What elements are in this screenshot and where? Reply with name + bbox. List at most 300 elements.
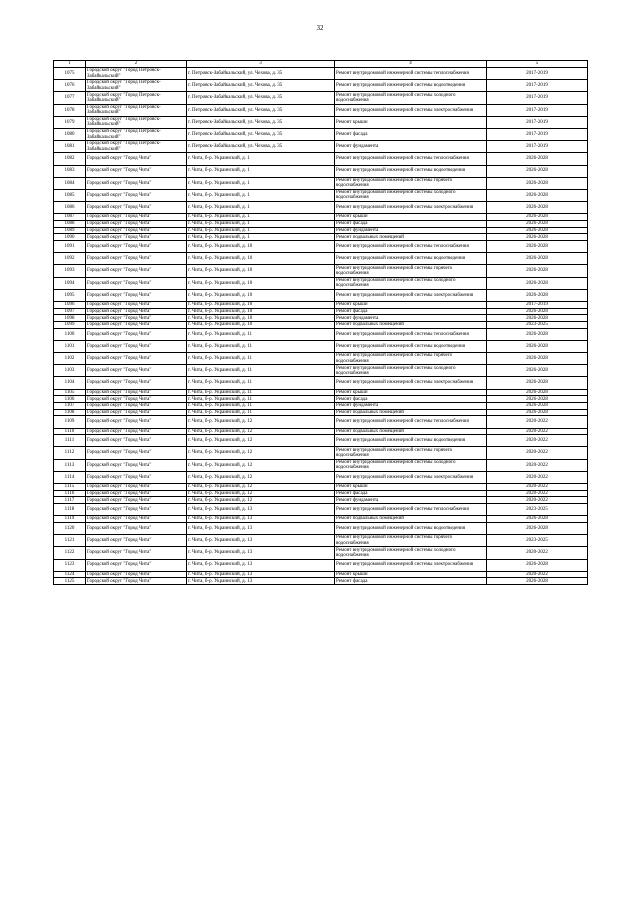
- address-cell: г. Чита, б-р. Украинский, д. 11: [187, 365, 335, 377]
- address-cell: г. Чита, б-р. Украинский, д. 12: [187, 490, 335, 497]
- municipality-cell: Городской округ "Город Чита": [86, 490, 187, 497]
- address-cell: г. Чита, б-р. Украинский, д. 12: [187, 435, 335, 447]
- table-row: [54, 165, 588, 177]
- municipality-cell: Городской округ "Город Чита": [86, 353, 187, 365]
- municipality-cell: Городской округ "Город Чита": [86, 535, 187, 547]
- work-type-cell: Ремонт внутридомовой инженерной системы теплоснабжения: [335, 504, 487, 516]
- work-type-cell: Ремонт крыши: [335, 389, 487, 396]
- row-number-cell: 1088: [54, 220, 86, 227]
- municipality-cell: Городской округ "Город Чита": [86, 253, 187, 265]
- period-cell: 2017-2019: [487, 116, 588, 128]
- row-number-cell: 1081: [54, 141, 86, 153]
- row-number-cell: 1101: [54, 340, 86, 352]
- work-type-cell: Ремонт внутридомовой инженерной системы горячего водоснабжения: [335, 535, 487, 547]
- work-type-cell: Ремонт фасада: [335, 128, 487, 140]
- address-cell: г. Чита, б-р. Украинский, д. 1: [187, 165, 335, 177]
- municipality-cell: Городской округ "Город Чита": [86, 301, 187, 308]
- table-row: [54, 365, 588, 377]
- row-number-cell: 1114: [54, 471, 86, 483]
- address-cell: г. Петровск-Забайкальский, ул. Чехова, д. 35: [187, 116, 335, 128]
- period-cell: 2026-2028: [487, 234, 588, 241]
- address-cell: г. Чита, б-р. Украинский, д. 13: [187, 516, 335, 523]
- address-cell: г. Чита, б-р. Украинский, д. 11: [187, 340, 335, 352]
- municipality-cell: Городской округ "Город Чита": [86, 377, 187, 389]
- period-cell: 2020-2022: [487, 459, 588, 471]
- work-type-cell: Ремонт внутридомовой инженерной системы теплоснабжения: [335, 241, 487, 253]
- period-cell: 2026-2028: [487, 516, 588, 523]
- table-row: [54, 241, 588, 253]
- column-header: 1: [54, 61, 86, 68]
- municipality-cell: Городской округ "Город Чита": [86, 447, 187, 459]
- period-cell: 2026-2028: [487, 189, 588, 201]
- page-number: 32: [316, 24, 324, 32]
- municipality-cell: Городской округ "Город Чита": [86, 403, 187, 410]
- work-type-cell: Ремонт подвальных помещений: [335, 516, 487, 523]
- period-cell: 2020-2022: [487, 571, 588, 578]
- period-cell: 2026-2028: [487, 308, 588, 315]
- work-type-cell: Ремонт внутридомовой инженерной системы горячего водоснабжения: [335, 353, 487, 365]
- period-cell: 2017-2019: [487, 68, 588, 80]
- municipality-cell: Городской округ "Город Чита": [86, 308, 187, 315]
- period-cell: 2026-2028: [487, 202, 588, 214]
- address-cell: г. Чита, б-р. Украинский, д. 1: [187, 227, 335, 234]
- municipality-cell: Городской округ "Город Чита": [86, 484, 187, 491]
- table-row: [54, 353, 588, 365]
- table-row: [54, 202, 588, 214]
- municipality-cell: Городской округ "Город Чита": [86, 559, 187, 571]
- work-type-cell: Ремонт внутридомовой инженерной системы электроснабжения: [335, 559, 487, 571]
- work-type-cell: Ремонт внутридомовой инженерной системы горячего водоснабжения: [335, 177, 487, 189]
- work-type-cell: Ремонт внутридомовой инженерной системы теплоснабжения: [335, 68, 487, 80]
- address-cell: г. Чита, б-р. Украинский, д. 1: [187, 214, 335, 221]
- municipality-cell: Городской округ "Город Чита": [86, 177, 187, 189]
- work-type-cell: Ремонт внутридомовой инженерной системы горячего водоснабжения: [335, 447, 487, 459]
- table-row: [54, 396, 588, 403]
- address-cell: г. Чита, б-р. Украинский, д. 11: [187, 353, 335, 365]
- work-type-cell: Ремонт внутридомовой инженерной системы электроснабжения: [335, 377, 487, 389]
- work-type-cell: Ремонт внутридомовой инженерной системы холодного водоснабжения: [335, 459, 487, 471]
- table-body: [54, 61, 588, 585]
- table-row: [54, 571, 588, 578]
- period-cell: 2026-2028: [487, 328, 588, 340]
- period-cell: 2026-2028: [487, 153, 588, 165]
- row-number-cell: 1096: [54, 301, 86, 308]
- row-number-cell: 1080: [54, 128, 86, 140]
- period-cell: 2026-2028: [487, 353, 588, 365]
- address-cell: г. Петровск-Забайкальский, ул. Чехова, д. 35: [187, 92, 335, 104]
- row-number-cell: 1089: [54, 227, 86, 234]
- work-type-cell: Ремонт фасада: [335, 396, 487, 403]
- address-cell: г. Чита, б-р. Украинский, д. 10: [187, 322, 335, 329]
- table-row: [54, 301, 588, 308]
- row-number-cell: 1113: [54, 459, 86, 471]
- period-cell: 2017-2019: [487, 104, 588, 116]
- period-cell: 2023-2025: [487, 322, 588, 329]
- work-type-cell: Ремонт внутридомовой инженерной системы холодного водоснабжения: [335, 189, 487, 201]
- address-cell: г. Чита, б-р. Украинский, д. 12: [187, 471, 335, 483]
- repair-schedule-table: [53, 60, 588, 585]
- address-cell: г. Чита, б-р. Украинский, д. 1: [187, 202, 335, 214]
- row-number-cell: 1112: [54, 447, 86, 459]
- work-type-cell: Ремонт фундамента: [335, 403, 487, 410]
- period-cell: 2026-2028: [487, 265, 588, 277]
- table-row: [54, 377, 588, 389]
- municipality-cell: Городской округ "Город Петровск-Забайкальский": [86, 116, 187, 128]
- work-type-cell: Ремонт фасада: [335, 220, 487, 227]
- period-cell: 2026-2028: [487, 214, 588, 221]
- municipality-cell: Городской округ "Город Петровск-Забайкальский": [86, 80, 187, 92]
- work-type-cell: Ремонт внутридомовой инженерной системы теплоснабжения: [335, 153, 487, 165]
- municipality-cell: Городской округ "Город Чита": [86, 220, 187, 227]
- address-cell: г. Петровск-Забайкальский, ул. Чехова, д. 35: [187, 104, 335, 116]
- period-cell: 2020-2022: [487, 490, 588, 497]
- row-number-cell: 1120: [54, 522, 86, 534]
- row-number-cell: 1097: [54, 308, 86, 315]
- address-cell: г. Петровск-Забайкальский, ул. Чехова, д. 35: [187, 141, 335, 153]
- period-cell: 2020-2022: [487, 497, 588, 504]
- municipality-cell: Городской округ "Город Чита": [86, 328, 187, 340]
- municipality-cell: Городской округ "Город Чита": [86, 547, 187, 559]
- row-number-cell: 1108: [54, 409, 86, 416]
- table-row: [54, 497, 588, 504]
- row-number-cell: 1093: [54, 265, 86, 277]
- row-number-cell: 1125: [54, 578, 86, 585]
- row-number-cell: 1116: [54, 490, 86, 497]
- work-type-cell: Ремонт фундамента: [335, 141, 487, 153]
- row-number-cell: 1124: [54, 571, 86, 578]
- municipality-cell: Городской округ "Город Чита": [86, 497, 187, 504]
- municipality-cell: Городской округ "Город Чита": [86, 265, 187, 277]
- work-type-cell: Ремонт крыши: [335, 571, 487, 578]
- period-cell: 2020-2022: [487, 547, 588, 559]
- table-row: [54, 104, 588, 116]
- work-type-cell: Ремонт внутридомовой инженерной системы холодного водоснабжения: [335, 547, 487, 559]
- municipality-cell: Городской округ "Город Чита": [86, 214, 187, 221]
- address-cell: г. Чита, б-р. Украинский, д. 10: [187, 253, 335, 265]
- work-type-cell: Ремонт фундамента: [335, 497, 487, 504]
- period-cell: 2020-2022: [487, 428, 588, 435]
- address-cell: г. Петровск-Забайкальский, ул. Чехова, д. 35: [187, 68, 335, 80]
- municipality-cell: Городской округ "Город Чита": [86, 277, 187, 289]
- work-type-cell: Ремонт крыши: [335, 116, 487, 128]
- work-type-cell: Ремонт фундамента: [335, 315, 487, 322]
- period-cell: 2026-2028: [487, 403, 588, 410]
- row-number-cell: 1083: [54, 165, 86, 177]
- work-type-cell: Ремонт внутридомовой инженерной системы холодного водоснабжения: [335, 277, 487, 289]
- row-number-cell: 1082: [54, 153, 86, 165]
- municipality-cell: Городской округ "Город Чита": [86, 504, 187, 516]
- work-type-cell: Ремонт крыши: [335, 214, 487, 221]
- work-type-cell: Ремонт внутридомовой инженерной системы теплоснабжения: [335, 328, 487, 340]
- table-row: [54, 435, 588, 447]
- period-cell: 2017-2019: [487, 92, 588, 104]
- period-cell: 2020-2022: [487, 447, 588, 459]
- row-number-cell: 1121: [54, 535, 86, 547]
- period-cell: 2020-2022: [487, 484, 588, 491]
- address-cell: г. Чита, б-р. Украинский, д. 1: [187, 153, 335, 165]
- period-cell: 2026-2028: [487, 253, 588, 265]
- municipality-cell: Городской округ "Город Чита": [86, 522, 187, 534]
- municipality-cell: Городской округ "Город Петровск-Забайкальский": [86, 104, 187, 116]
- address-cell: г. Чита, б-р. Украинский, д. 1: [187, 189, 335, 201]
- row-number-cell: 1086: [54, 202, 86, 214]
- work-type-cell: Ремонт внутридомовой инженерной системы теплоснабжения: [335, 416, 487, 428]
- municipality-cell: Городской округ "Город Чита": [86, 471, 187, 483]
- table-row: [54, 389, 588, 396]
- address-cell: г. Чита, б-р. Украинский, д. 12: [187, 484, 335, 491]
- address-cell: г. Чита, б-р. Украинский, д. 10: [187, 308, 335, 315]
- work-type-cell: Ремонт крыши: [335, 301, 487, 308]
- work-type-cell: Ремонт внутридомовой инженерной системы водоотведения: [335, 165, 487, 177]
- table-row: [54, 559, 588, 571]
- row-number-cell: 1087: [54, 214, 86, 221]
- row-number-cell: 1077: [54, 92, 86, 104]
- work-type-cell: Ремонт фасада: [335, 578, 487, 585]
- work-type-cell: Ремонт фасада: [335, 308, 487, 315]
- table-row: [54, 490, 588, 497]
- table-row: [54, 80, 588, 92]
- column-header: 5: [487, 61, 588, 68]
- municipality-cell: Городской округ "Город Чита": [86, 153, 187, 165]
- work-type-cell: Ремонт внутридомовой инженерной системы водоотведения: [335, 435, 487, 447]
- municipality-cell: Городской округ "Город Чита": [86, 202, 187, 214]
- table-row: [54, 289, 588, 301]
- period-cell: 2020-2022: [487, 471, 588, 483]
- work-type-cell: Ремонт внутридомовой инженерной системы холодного водоснабжения: [335, 365, 487, 377]
- table-row: [54, 253, 588, 265]
- table-row: [54, 315, 588, 322]
- work-type-cell: Ремонт внутридомовой инженерной системы холодного водоснабжения: [335, 92, 487, 104]
- municipality-cell: Городской округ "Город Чита": [86, 365, 187, 377]
- row-number-cell: 1075: [54, 68, 86, 80]
- municipality-cell: Городской округ "Город Чита": [86, 227, 187, 234]
- municipality-cell: Городской округ "Город Чита": [86, 389, 187, 396]
- work-type-cell: Ремонт подвальных помещений: [335, 234, 487, 241]
- row-number-cell: 1115: [54, 484, 86, 491]
- municipality-cell: Городской округ "Город Петровск-Забайкальский": [86, 141, 187, 153]
- period-cell: 2026-2028: [487, 559, 588, 571]
- row-number-cell: 1105: [54, 389, 86, 396]
- table-row: [54, 189, 588, 201]
- table-row: [54, 504, 588, 516]
- column-number-row: [54, 61, 588, 68]
- table-row: [54, 322, 588, 329]
- municipality-cell: Городской округ "Город Чита": [86, 571, 187, 578]
- period-cell: 2026-2028: [487, 277, 588, 289]
- address-cell: г. Чита, б-р. Украинский, д. 12: [187, 428, 335, 435]
- work-type-cell: Ремонт внутридомовой инженерной системы водоотведения: [335, 80, 487, 92]
- municipality-cell: Городской округ "Город Чита": [86, 459, 187, 471]
- period-cell: 2017-2019: [487, 80, 588, 92]
- row-number-cell: 1091: [54, 241, 86, 253]
- row-number-cell: 1078: [54, 104, 86, 116]
- work-type-cell: Ремонт внутридомовой инженерной системы электроснабжения: [335, 104, 487, 116]
- row-number-cell: 1123: [54, 559, 86, 571]
- table-row: [54, 340, 588, 352]
- row-number-cell: 1076: [54, 80, 86, 92]
- address-cell: г. Чита, б-р. Украинский, д. 1: [187, 234, 335, 241]
- row-number-cell: 1111: [54, 435, 86, 447]
- period-cell: 2026-2028: [487, 289, 588, 301]
- period-cell: 2017-2019: [487, 128, 588, 140]
- work-type-cell: Ремонт подвальных помещений: [335, 322, 487, 329]
- municipality-cell: Городской округ "Город Чита": [86, 322, 187, 329]
- address-cell: г. Чита, б-р. Украинский, д. 12: [187, 416, 335, 428]
- work-type-cell: Ремонт фундамента: [335, 227, 487, 234]
- municipality-cell: Городской округ "Город Чита": [86, 241, 187, 253]
- municipality-cell: Городской округ "Город Чита": [86, 516, 187, 523]
- row-number-cell: 1100: [54, 328, 86, 340]
- work-type-cell: Ремонт внутридомовой инженерной системы электроснабжения: [335, 289, 487, 301]
- municipality-cell: Городской округ "Город Петровск-Забайкальский": [86, 92, 187, 104]
- municipality-cell: Городской округ "Город Чита": [86, 189, 187, 201]
- municipality-cell: Городской округ "Город Чита": [86, 396, 187, 403]
- table-row: [54, 416, 588, 428]
- municipality-cell: Городской округ "Город Чита": [86, 435, 187, 447]
- table-row: [54, 220, 588, 227]
- address-cell: г. Чита, б-р. Украинский, д. 13: [187, 547, 335, 559]
- municipality-cell: Городской округ "Город Чита": [86, 409, 187, 416]
- row-number-cell: 1107: [54, 403, 86, 410]
- period-cell: 2023-2025: [487, 535, 588, 547]
- address-cell: г. Чита, б-р. Украинский, д. 10: [187, 315, 335, 322]
- row-number-cell: 1104: [54, 377, 86, 389]
- address-cell: г. Чита, б-р. Украинский, д. 11: [187, 389, 335, 396]
- period-cell: 2026-2028: [487, 409, 588, 416]
- row-number-cell: 1118: [54, 504, 86, 516]
- period-cell: 2026-2028: [487, 227, 588, 234]
- row-number-cell: 1095: [54, 289, 86, 301]
- row-number-cell: 1106: [54, 396, 86, 403]
- address-cell: г. Чита, б-р. Украинский, д. 10: [187, 289, 335, 301]
- table-row: [54, 234, 588, 241]
- row-number-cell: 1122: [54, 547, 86, 559]
- address-cell: г. Чита, б-р. Украинский, д. 13: [187, 578, 335, 585]
- work-type-cell: Ремонт подвальных помещений: [335, 409, 487, 416]
- work-type-cell: Ремонт внутридомовой инженерной системы водоотведения: [335, 253, 487, 265]
- municipality-cell: Городской округ "Город Чита": [86, 578, 187, 585]
- address-cell: г. Чита, б-р. Украинский, д. 11: [187, 409, 335, 416]
- address-cell: г. Чита, б-р. Украинский, д. 13: [187, 571, 335, 578]
- period-cell: 2026-2028: [487, 396, 588, 403]
- address-cell: г. Чита, б-р. Украинский, д. 13: [187, 559, 335, 571]
- work-type-cell: Ремонт внутридомовой инженерной системы электроснабжения: [335, 202, 487, 214]
- period-cell: 2026-2028: [487, 578, 588, 585]
- period-cell: 2026-2028: [487, 340, 588, 352]
- table-row: [54, 547, 588, 559]
- address-cell: г. Чита, б-р. Украинский, д. 11: [187, 377, 335, 389]
- row-number-cell: 1103: [54, 365, 86, 377]
- municipality-cell: Городской округ "Город Чита": [86, 428, 187, 435]
- row-number-cell: 1099: [54, 322, 86, 329]
- table-row: [54, 153, 588, 165]
- table-row: [54, 328, 588, 340]
- municipality-cell: Городской округ "Город Чита": [86, 315, 187, 322]
- address-cell: г. Чита, б-р. Украинский, д. 13: [187, 522, 335, 534]
- column-header: 4: [335, 61, 487, 68]
- row-number-cell: 1102: [54, 353, 86, 365]
- period-cell: 2026-2028: [487, 241, 588, 253]
- table-row: [54, 177, 588, 189]
- period-cell: 2026-2028: [487, 389, 588, 396]
- municipality-cell: Городской округ "Город Чита": [86, 416, 187, 428]
- table-row: [54, 227, 588, 234]
- municipality-cell: Городской округ "Город Петровск-Забайкальский": [86, 128, 187, 140]
- period-cell: 2017-2019: [487, 301, 588, 308]
- row-number-cell: 1092: [54, 253, 86, 265]
- row-number-cell: 1119: [54, 516, 86, 523]
- address-cell: г. Чита, б-р. Украинский, д. 12: [187, 497, 335, 504]
- work-type-cell: Ремонт подвальных помещений: [335, 428, 487, 435]
- work-type-cell: Ремонт внутридомовой инженерной системы электроснабжения: [335, 471, 487, 483]
- address-cell: г. Чита, б-р. Украинский, д. 10: [187, 265, 335, 277]
- table-row: [54, 265, 588, 277]
- row-number-cell: 1090: [54, 234, 86, 241]
- row-number-cell: 1117: [54, 497, 86, 504]
- table-row: [54, 68, 588, 80]
- address-cell: г. Чита, б-р. Украинский, д. 10: [187, 241, 335, 253]
- address-cell: г. Чита, б-р. Украинский, д. 13: [187, 504, 335, 516]
- municipality-cell: Городской округ "Город Петровск-Забайкальский": [86, 68, 187, 80]
- table-row: [54, 403, 588, 410]
- row-number-cell: 1110: [54, 428, 86, 435]
- table-row: [54, 535, 588, 547]
- table-row: [54, 141, 588, 153]
- municipality-cell: Городской округ "Город Чита": [86, 289, 187, 301]
- table-row: [54, 409, 588, 416]
- table-row: [54, 516, 588, 523]
- period-cell: 2026-2028: [487, 365, 588, 377]
- table-row: [54, 277, 588, 289]
- period-cell: 2026-2028: [487, 315, 588, 322]
- address-cell: г. Чита, б-р. Украинский, д. 13: [187, 535, 335, 547]
- table-row: [54, 214, 588, 221]
- address-cell: г. Чита, б-р. Украинский, д. 12: [187, 459, 335, 471]
- row-number-cell: 1098: [54, 315, 86, 322]
- column-header: 3: [187, 61, 335, 68]
- table-row: [54, 522, 588, 534]
- work-type-cell: Ремонт крыши: [335, 484, 487, 491]
- table-row: [54, 578, 588, 585]
- row-number-cell: 1094: [54, 277, 86, 289]
- work-type-cell: Ремонт внутридомовой инженерной системы водоотведения: [335, 340, 487, 352]
- address-cell: г. Чита, б-р. Украинский, д. 1: [187, 220, 335, 227]
- row-number-cell: 1084: [54, 177, 86, 189]
- address-cell: г. Чита, б-р. Украинский, д. 11: [187, 403, 335, 410]
- work-type-cell: Ремонт фасада: [335, 490, 487, 497]
- work-type-cell: Ремонт внутридомовой инженерной системы горячего водоснабжения: [335, 265, 487, 277]
- period-cell: 2026-2028: [487, 220, 588, 227]
- row-number-cell: 1109: [54, 416, 86, 428]
- table-row: [54, 471, 588, 483]
- table-row: [54, 428, 588, 435]
- period-cell: 2017-2019: [487, 141, 588, 153]
- table-row: [54, 116, 588, 128]
- row-number-cell: 1085: [54, 189, 86, 201]
- table-row: [54, 308, 588, 315]
- municipality-cell: Городской округ "Город Чита": [86, 340, 187, 352]
- period-cell: 2023-2025: [487, 504, 588, 516]
- table-row: [54, 128, 588, 140]
- column-header: 2: [86, 61, 187, 68]
- period-cell: 2026-2028: [487, 165, 588, 177]
- table-row: [54, 484, 588, 491]
- address-cell: г. Петровск-Забайкальский, ул. Чехова, д. 35: [187, 80, 335, 92]
- period-cell: 2026-2028: [487, 377, 588, 389]
- period-cell: 2026-2028: [487, 522, 588, 534]
- period-cell: 2020-2022: [487, 435, 588, 447]
- municipality-cell: Городской округ "Город Чита": [86, 234, 187, 241]
